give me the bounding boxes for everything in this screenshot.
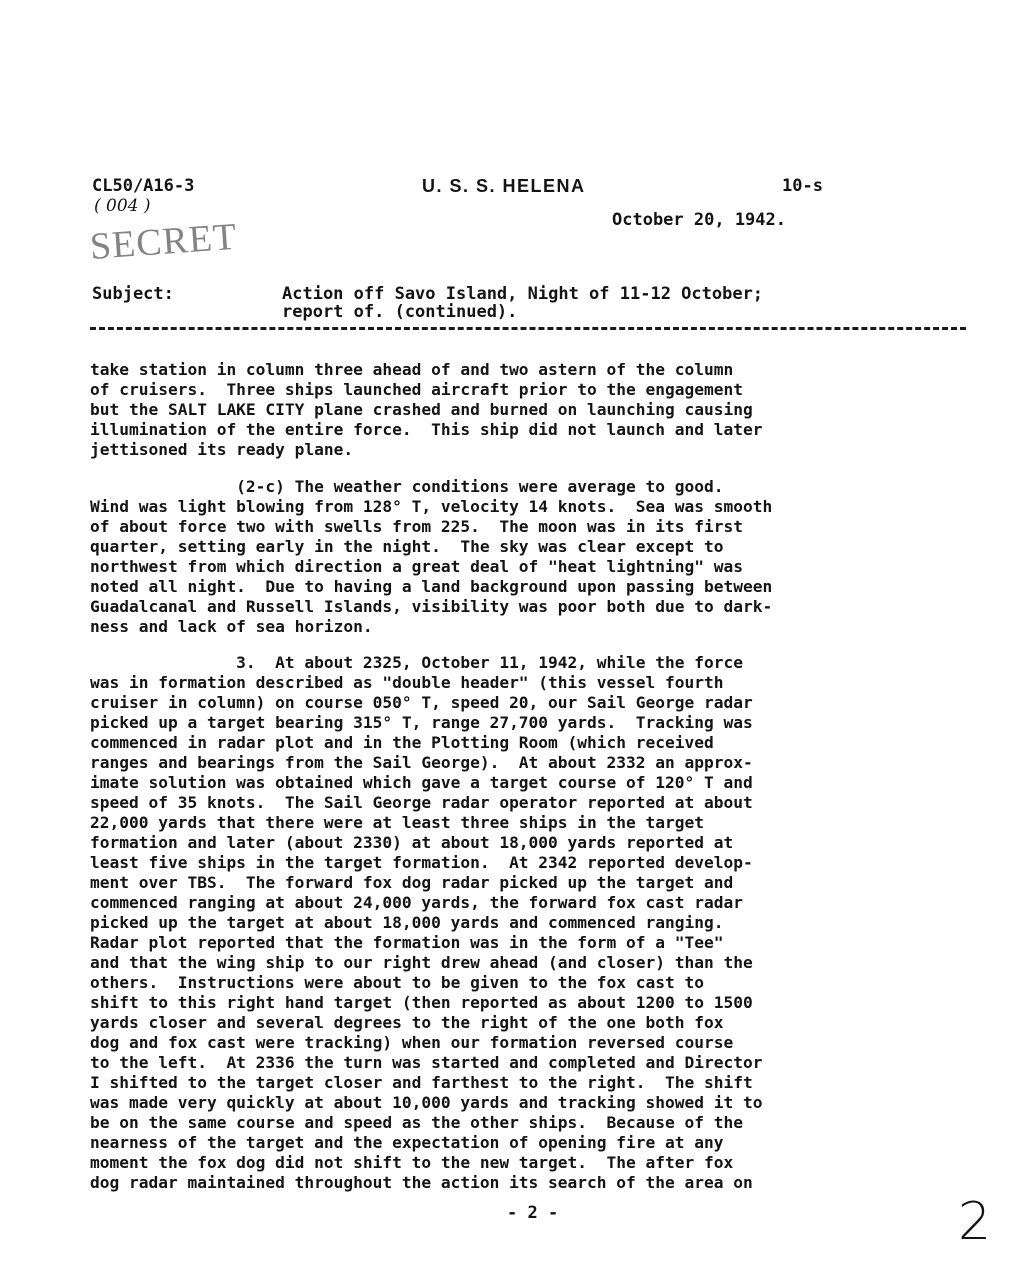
body-line: Radar plot reported that the formation was in the form of a "Tee" [90, 933, 724, 952]
subject-line-2: report of. (continued). [282, 302, 518, 322]
body-line: least five ships in the target formation. At 2342 reported develop- [90, 853, 753, 872]
body-line: dog and fox cast were tracking) when our formation reversed course [90, 1033, 734, 1052]
body-line: of about force two with swells from 225. The moon was in its first [90, 517, 743, 536]
body-line: Wind was light blowing from 128° T, velocity 14 knots. Sea was smooth [90, 497, 773, 516]
subject-line-1: Action off Savo Island, Night of 11-12 October; [282, 284, 764, 304]
body-line: and that the wing ship to our right drew ahead (and closer) than the [90, 953, 753, 972]
body-line: was in formation described as "double header" (this vessel fourth [90, 673, 724, 692]
subject-label: Subject: [92, 284, 174, 304]
handwritten-page-number: 2 [958, 1192, 992, 1252]
body-line: dog radar maintained throughout the action its search of the area on [90, 1173, 753, 1192]
body-line: noted all night. Due to having a land background upon passing between [90, 577, 773, 596]
body-line: shift to this right hand target (then reported as about 1200 to 1500 [90, 993, 753, 1012]
body-line: cruiser in column) on course 050° T, speed 20, our Sail George radar [90, 693, 753, 712]
file-code: CL50/A16-3 [92, 176, 195, 196]
body-line: jettisoned its ready plane. [90, 440, 354, 459]
body-line: others. Instructions were about to be given to the fox cast to [90, 973, 704, 992]
separator-dashed-line [90, 327, 966, 330]
body-line: quarter, setting early in the night. The sky was clear except to [90, 537, 724, 556]
body-line: formation and later (about 2330) at about 18,000 yards reported at [90, 833, 734, 852]
body-line: 22,000 yards that there were at least three ships in the target [90, 813, 704, 832]
body-line: picked up the target at about 18,000 yards and commenced ranging. [90, 913, 724, 932]
body-line: Guadalcanal and Russell Islands, visibility was poor both due to dark- [90, 597, 773, 616]
body-line: but the SALT LAKE CITY plane crashed and burned on launching causing [90, 400, 753, 419]
body-line: ment over TBS. The forward fox dog radar picked up the target and [90, 873, 734, 892]
body-line: 3. At about 2325, October 11, 1942, while the force [90, 653, 743, 672]
document-date: October 20, 1942. [612, 210, 786, 230]
body-line: moment the fox dog did not shift to the new target. The after fox [90, 1153, 734, 1172]
body-line: take station in column three ahead of and two astern of the column [90, 360, 734, 379]
body-line: to the left. At 2336 the turn was started and completed and Director [90, 1053, 763, 1072]
handwritten-serial: ( 004 ) [94, 196, 151, 216]
body-line: northwest from which direction a great deal of "heat lightning" was [90, 557, 743, 576]
body-line: was made very quickly at about 10,000 yards and tracking showed it to [90, 1093, 763, 1112]
body-line: I shifted to the target closer and farthest to the right. The shift [90, 1073, 753, 1092]
body-line: be on the same course and speed as the other ships. Because of the [90, 1113, 743, 1132]
body-line: ness and lack of sea horizon. [90, 617, 373, 636]
body-line: yards closer and several degrees to the right of the one both fox [90, 1013, 724, 1032]
secret-stamp: SECRET [88, 215, 239, 268]
body-line: (2-c) The weather conditions were average to good. [90, 477, 724, 496]
body-line: commenced in radar plot and in the Plotting Room (which received [90, 733, 714, 752]
body-line: commenced ranging at about 24,000 yards, the forward fox cast radar [90, 893, 743, 912]
body-line: imate solution was obtained which gave a target course of 120° T and [90, 773, 753, 792]
body-line: of cruisers. Three ships launched aircraft prior to the engagement [90, 380, 743, 399]
body-line: speed of 35 knots. The Sail George radar operator reported at about [90, 793, 753, 812]
body-line: ranges and bearings from the Sail George). At about 2332 an approx- [90, 753, 753, 772]
body-line: picked up a target bearing 315° T, range 27,700 yards. Tracking was [90, 713, 753, 732]
page-number: - 2 - [507, 1203, 559, 1223]
body-line: nearness of the target and the expectation of opening fire at any [90, 1133, 724, 1152]
page-code: 10-s [782, 176, 823, 196]
ship-title: U. S. S. HELENA [422, 176, 586, 196]
body-line: illumination of the entire force. This ship did not launch and later [90, 420, 763, 439]
